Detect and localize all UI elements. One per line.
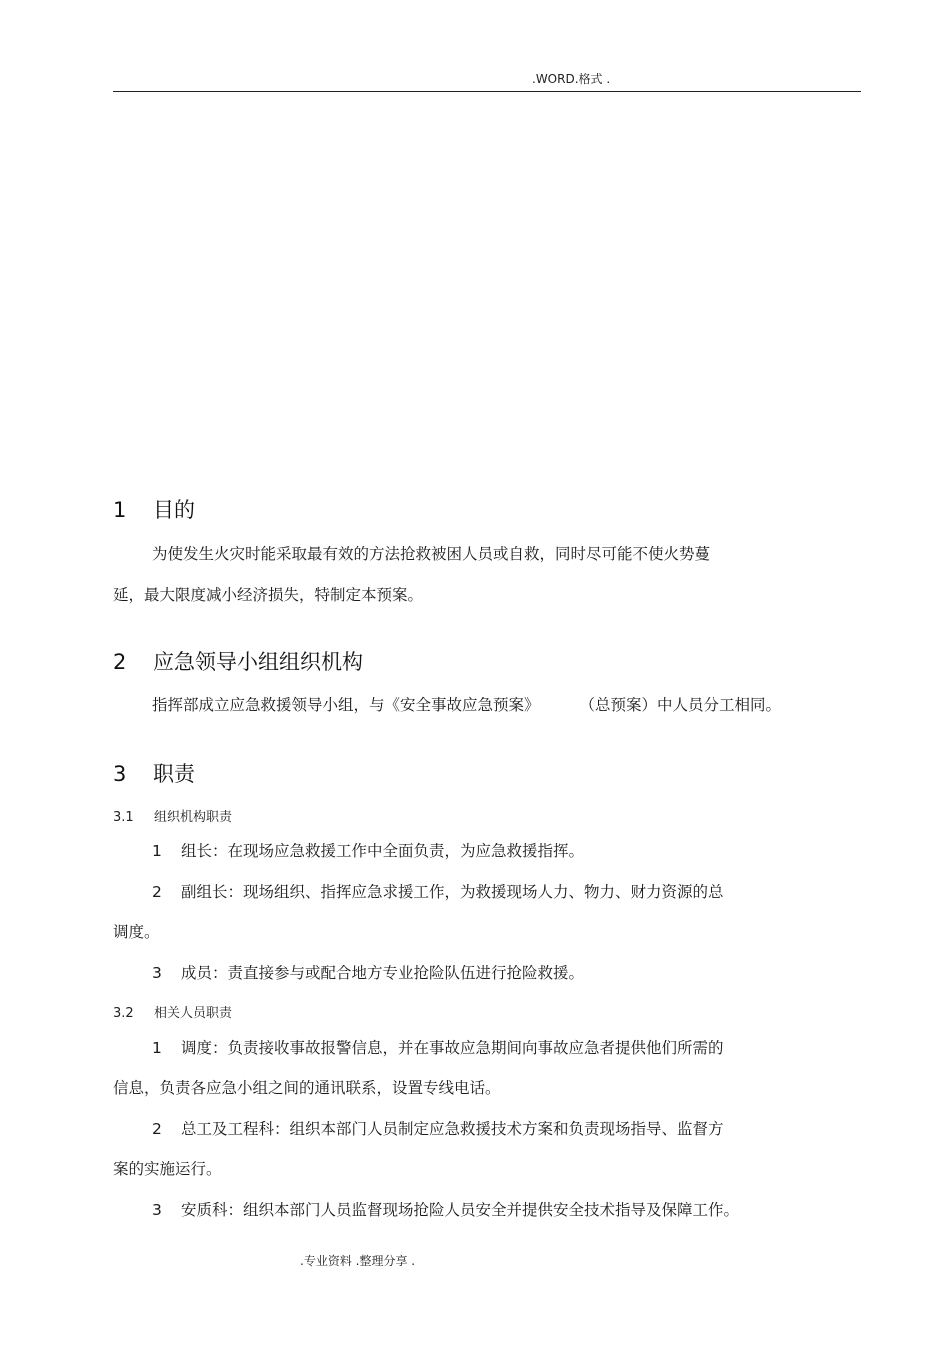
list-item-number: 1 (152, 842, 162, 860)
page-footer: .专业资料 .整理分享 . (300, 1254, 416, 1268)
subsection-number: 3.2 (113, 1006, 134, 1021)
list-item-number: 2 (152, 883, 162, 901)
list-item (152, 880, 724, 902)
section-number: 1 (113, 498, 127, 522)
list-item (152, 1198, 739, 1220)
section-title: 应急领导小组组织机构 (153, 650, 363, 674)
section-title: 目的 (153, 498, 195, 522)
header-divider (113, 91, 861, 92)
section-1-paragraph-line1: 为使发生火灾时能采取最有效的方法抢救被困人员或自救，同时尽可能不使火势蔓 (152, 545, 711, 563)
list-item-text: 副组长：现场组织、指挥应急求援工作，为救援现场人力、物力、财力资源的总 (181, 883, 724, 901)
section-1-heading (113, 494, 195, 524)
section-2-paragraph-part1: 指挥部成立应急救援领导小组，与《安全事故应急预案》 (152, 696, 540, 714)
section-1-paragraph-line2: 延，最大限度减小经济损失，特制定本预案。 (113, 586, 424, 604)
list-item-continuation: 调度。 (113, 923, 160, 941)
list-item-text: 调度：负责接收事故报警信息，并在事故应急期间向事故应急者提供他们所需的 (181, 1039, 724, 1057)
list-item-continuation: 案的实施运行。 (113, 1160, 222, 1178)
subsection-3-2-heading (113, 1002, 232, 1021)
section-3-heading (113, 758, 195, 788)
subsection-number: 3.1 (113, 810, 134, 825)
section-2-heading (113, 646, 363, 676)
list-item-number: 3 (152, 1201, 162, 1219)
list-item (152, 1036, 724, 1058)
list-item-text: 成员：责直接参与或配合地方专业抢险队伍进行抢险救援。 (181, 964, 585, 982)
section-number: 3 (113, 762, 127, 786)
list-item (152, 1117, 724, 1139)
page-header: .WORD.格式 . (532, 72, 611, 86)
list-item-number: 1 (152, 1039, 162, 1057)
list-item-text: 总工及工程科：组织本部门人员制定应急救援技术方案和负责现场指导、监督方 (181, 1120, 724, 1138)
section-title: 职责 (153, 762, 195, 786)
subsection-title: 组织机构职责 (154, 810, 233, 825)
list-item-continuation: 信息，负责各应急小组之间的通讯联系，设置专线电话。 (113, 1079, 501, 1097)
list-item-text: 安质科：组织本部门人员监督现场抢险人员安全并提供安全技术指导及保障工作。 (181, 1201, 740, 1219)
section-2-paragraph-part2: （总预案）中人员分工相同。 (579, 696, 782, 714)
subsection-title: 相关人员职责 (154, 1006, 233, 1021)
section-2-paragraph (152, 693, 781, 715)
subsection-3-1-heading (113, 806, 232, 825)
list-item-text: 组长：在现场应急救援工作中全面负责，为应急救援指挥。 (181, 842, 585, 860)
list-item-number: 3 (152, 964, 162, 982)
list-item (152, 961, 584, 983)
section-number: 2 (113, 650, 127, 674)
list-item-number: 2 (152, 1120, 162, 1138)
list-item (152, 839, 584, 861)
